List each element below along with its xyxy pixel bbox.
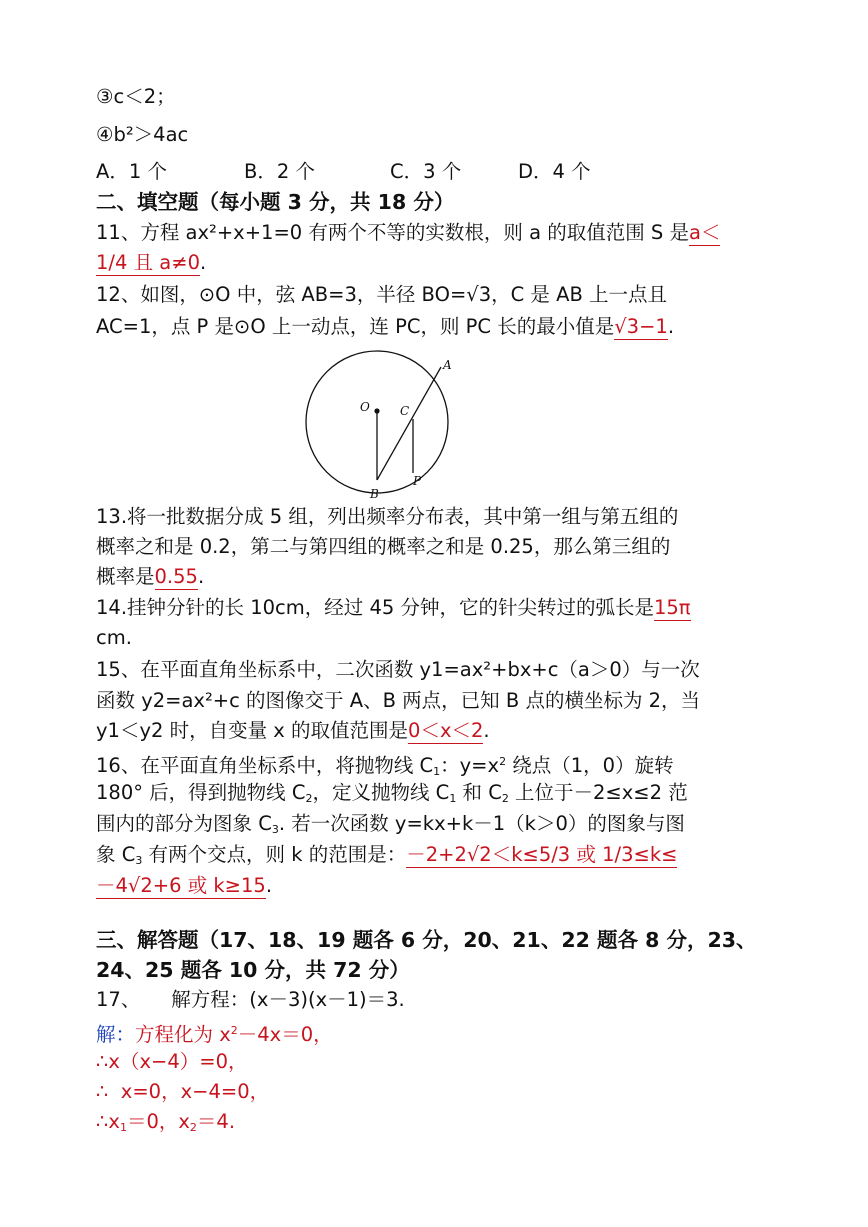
q16-l1-a: 16、在平面直角坐标系中，将抛物线 C [96, 754, 434, 777]
section-3-title-line1: 三、解答题（17、18、19 题各 6 分，20、21、22 题各 8 分，23、 [96, 928, 757, 952]
q11-line1 [96, 218, 720, 248]
q16-l3-a: 围内的部分为图象 C [96, 812, 272, 835]
q15-line2: 函数 y2=ax²+c 的图像交于 A、B 两点，已知 B 点的横坐标为 2，当 [96, 689, 701, 712]
q11-line2 [96, 248, 206, 278]
q15-text: y1＜y2 时，自变量 x 的取值范围是 [96, 719, 409, 742]
q17-sol1-a: 方程化为 x [135, 1023, 231, 1046]
q16-l2-sub1: 2 [305, 792, 313, 805]
q17-solution-line4 [96, 1107, 235, 1143]
q12-end: . [667, 315, 675, 338]
choice-d: D．4 个 [518, 160, 591, 183]
q14-line1 [96, 593, 691, 623]
chord-ab [377, 367, 441, 480]
q17-sol4-a: ∴x [96, 1110, 120, 1133]
q14-text: 14.挂钟分针的长 10cm，经过 45 分钟，它的针尖转过的弧长是 [96, 596, 654, 619]
choice-c: C．3 个 [390, 160, 462, 183]
q11-answer-part1: a＜ [689, 221, 721, 244]
q17-sol1-sup: 2 [230, 1024, 238, 1037]
q16-l1-c: 绕点（1，0）旋转 [506, 754, 674, 777]
option-3: ③c＜2； [96, 85, 176, 108]
q17-sol4-sub1: 1 [119, 1121, 127, 1134]
q14-line2: cm. [96, 626, 132, 649]
q11-end: . [199, 251, 207, 274]
option-4: ④b²＞4ac [96, 123, 189, 146]
q17-sol4-b: ＝0，x [126, 1110, 190, 1133]
circle-figure [296, 345, 466, 505]
q12-line1: 12、如图，⊙O 中，弦 AB=3，半径 BO=√3，C 是 AB 上一点且 [96, 283, 668, 306]
q13-line2: 概率之和是 0.2，第二与第四组的概率之和是 0.25，那么第三组的 [96, 535, 671, 558]
center-point-o [374, 408, 379, 413]
q12-line2 [96, 312, 674, 342]
q16-l1-sup: 2 [499, 755, 507, 768]
q16-l4-a: 象 C [96, 843, 136, 866]
q16-l3-b: . 若一次函数 y=kx+k－1（k＞0）的图象与图 [278, 812, 685, 835]
q11-answer-part2: 1/4 且 a≠0 [96, 251, 200, 274]
q16-l4-sub: 3 [135, 854, 143, 867]
choices-row [96, 157, 591, 187]
q16-l2-d: 上位于－2≤x≤2 范 [508, 781, 688, 804]
q17-solution-label: 解： [96, 1023, 136, 1046]
q16-l2-b: ，定义抛物线 C [312, 781, 450, 804]
label-b: B [370, 487, 379, 501]
q16-answer-part2: －4√2+6 或 k≥15 [96, 874, 266, 897]
circle-diagram [296, 345, 466, 505]
q13-answer: 0.55 [154, 565, 198, 588]
choice-a: A．1 个 [96, 160, 167, 183]
q13-text: 概率是 [96, 565, 155, 588]
q14-answer: 15π [653, 596, 691, 619]
q13-line1: 13.将一批数据分成 5 组，列出频率分布表，其中第一组与第五组的 [96, 505, 679, 528]
q11-text: 11、方程 ax²+x+1=0 有两个不等的实数根，则 a 的取值范围 S 是 [96, 221, 690, 244]
q15-line1: 15、在平面直角坐标系中，二次函数 y1=ax²+bx+c（a＞0）与一次 [96, 658, 700, 681]
q17-solution-line2: ∴x（x−4）=0， [96, 1050, 248, 1073]
q17-sol4-sub2: 2 [189, 1121, 197, 1134]
q17-question: 17、 解方程：(x－3)(x－1)＝3. [96, 988, 405, 1011]
q12-text: AC=1，点 P 是⊙O 上一动点，连 PC，则 PC 长的最小值是 [96, 315, 615, 338]
q16-l3-sub: 3 [271, 823, 279, 836]
section-3-title-line2: 24、25 题各 10 分，共 72 分） [96, 958, 410, 982]
q15-answer: 0＜x＜2 [408, 719, 484, 742]
q17-solution-line1 [96, 1016, 333, 1050]
label-o: O [360, 400, 370, 414]
q13-line3 [96, 562, 204, 592]
q15-end: . [483, 719, 490, 742]
q16-l2-c: 和 C [456, 781, 502, 804]
q16-line5 [96, 871, 272, 901]
q13-end: . [197, 565, 205, 588]
q16-l2-sub2: 1 [449, 792, 457, 805]
section-2-title: 二、填空题（每小题 3 分，共 18 分） [96, 190, 455, 214]
q17-sol1-b: －4x＝0， [237, 1023, 333, 1046]
q16-l2-a: 180° 后，得到抛物线 C [96, 781, 306, 804]
label-a: A [443, 358, 452, 372]
q16-l1-sub: 1 [433, 765, 441, 778]
label-p: P [413, 474, 422, 488]
q16-l2-sub3: 2 [501, 792, 509, 805]
choice-b: B．2 个 [244, 160, 315, 183]
q17-solution-line3: ∴ x=0，x−4=0， [96, 1080, 270, 1103]
q16-answer-part1: －2+2√2＜k≤5/3 或 1/3≤k≤ [406, 843, 678, 866]
q15-line3 [96, 716, 490, 746]
q16-end: . [265, 874, 273, 897]
q17-sol4-c: ＝4. [196, 1110, 236, 1133]
q16-l4-b: 有两个交点，则 k 的范围是： [142, 843, 407, 866]
q12-answer: √3−1 [614, 315, 668, 338]
q16-l1-b: ：y=x [440, 754, 500, 777]
label-c: C [400, 404, 410, 418]
